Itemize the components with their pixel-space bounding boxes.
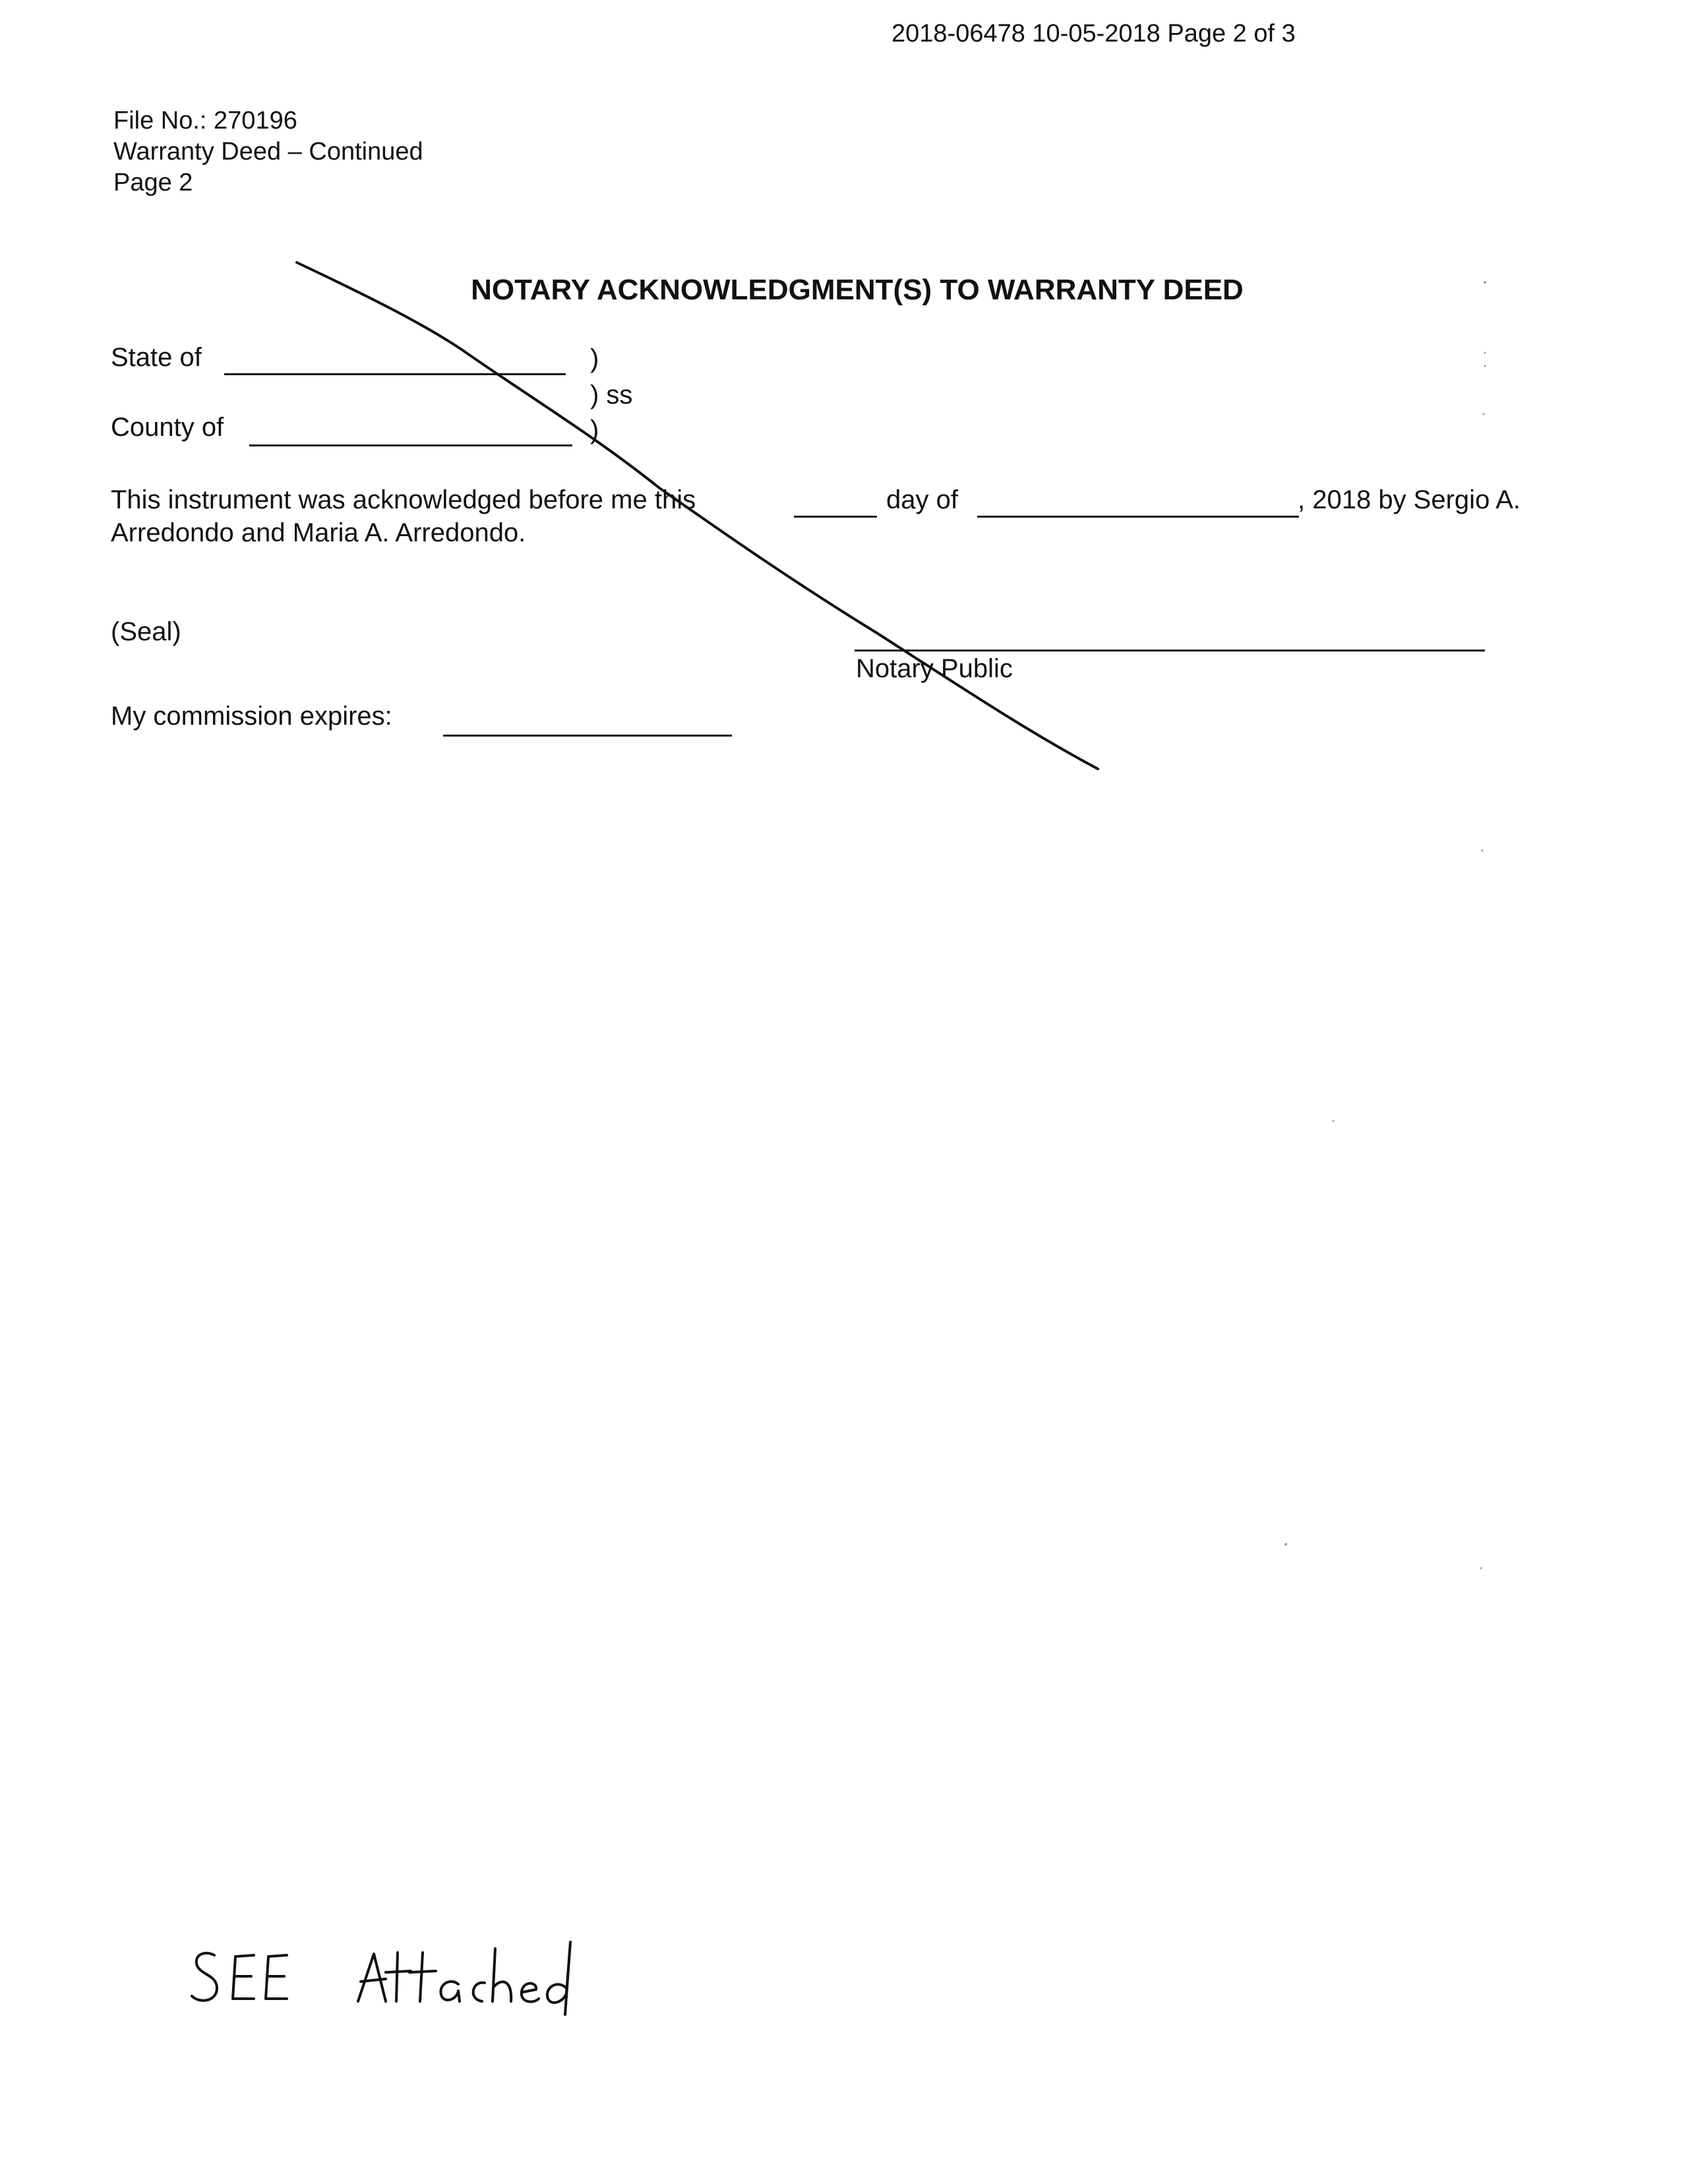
notary-title: NOTARY ACKNOWLEDGMENT(S) TO WARRANTY DEED xyxy=(471,274,1244,306)
county-label: County of xyxy=(111,413,224,442)
seal-label: (Seal) xyxy=(111,617,181,646)
county-paren: ) xyxy=(590,415,599,444)
document-title: Warranty Deed – Continued xyxy=(113,138,423,166)
state-paren: ) xyxy=(590,344,599,373)
strike-through-line xyxy=(297,262,1098,769)
ss-label: ) ss xyxy=(590,380,633,410)
recording-stamp: 2018-06478 10-05-2018 Page 2 of 3 xyxy=(891,20,1296,47)
ack-text-part2: day of xyxy=(886,485,958,514)
ack-text-line2: Arredondo and Maria A. Arredondo. xyxy=(111,518,526,547)
scan-specks xyxy=(1284,281,1486,1569)
commission-label: My commission expires: xyxy=(111,702,392,731)
state-label: State of xyxy=(111,343,202,372)
ack-text-part1: This instrument was acknowledged before me this xyxy=(111,485,696,514)
handwritten-see-attached xyxy=(188,1935,610,2021)
notary-public-label: Notary Public xyxy=(856,654,1013,683)
ack-text-part3: , 2018 by Sergio A. xyxy=(1298,485,1521,514)
file-number: File No.: 270196 xyxy=(113,107,297,135)
page-indicator: Page 2 xyxy=(113,169,193,197)
